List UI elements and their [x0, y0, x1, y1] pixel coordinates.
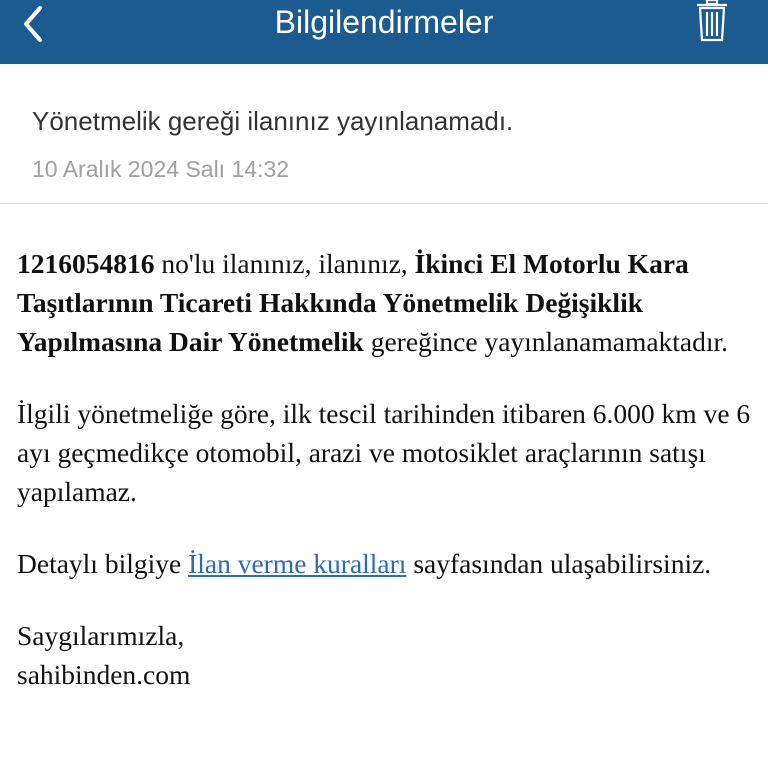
paragraph-1 [17, 244, 757, 361]
text: Detaylı bilgiye [17, 548, 189, 579]
message-date: 10 Aralık 2024 Salı 14:32 [32, 156, 290, 182]
signature: sahibinden.com [17, 659, 191, 690]
page-title: Bilgilendirmeler [274, 4, 494, 40]
closing [17, 616, 757, 694]
trash-icon [694, 0, 730, 44]
text: gereğince yayınlanamamaktadır. [363, 326, 729, 357]
closing-text: Saygılarımızla, [17, 620, 185, 651]
paragraph-3 [17, 544, 757, 583]
regulation-name: İkinci El Motorlu Kara Taşıtlarının Ticareti Hakkında Yönetmelik Değişiklik Yapılmasına Dair Yönetmelik [17, 248, 689, 357]
divider [0, 203, 768, 204]
delete-button[interactable] [694, 0, 730, 44]
nav-header [0, 0, 768, 64]
listing-number: 1216054816 [17, 248, 155, 279]
text: no'lu ilanınız, ilanınız, [154, 248, 415, 279]
listing-rules-link[interactable]: İlan verme kuralları [188, 548, 407, 579]
text: sayfasından ulaşabilirsiniz. [406, 548, 712, 579]
paragraph-2: İlgili yönetmeliğe göre, ilk tescil tarihinden itibaren 6.000 km ve 6 ayı geçmedikçe otomobil, arazi ve motosiklet araçlarının satışı yapılamaz. [17, 398, 751, 507]
message-body [17, 244, 757, 694]
message-subject: Yönetmelik gereği ilanınız yayınlanamadı. [32, 106, 514, 136]
